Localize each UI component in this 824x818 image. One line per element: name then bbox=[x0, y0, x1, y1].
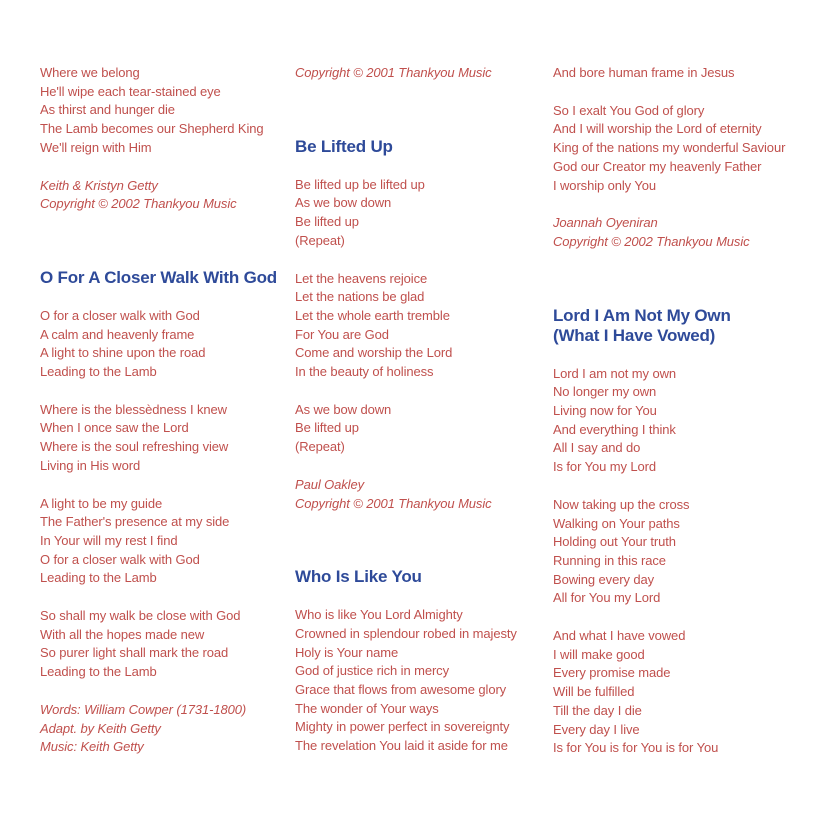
lyric-line: Come and worship the Lord bbox=[295, 345, 453, 361]
lyric-line: Lord I am not my own bbox=[553, 365, 676, 381]
lyric-line: When I once saw the Lord bbox=[40, 420, 189, 436]
lyric-line: Living in His word bbox=[40, 457, 141, 473]
lyric-line: Let the whole earth tremble bbox=[295, 307, 450, 323]
lyric-line: Walking on Your paths bbox=[553, 515, 680, 531]
lyric-line: Is for You my Lord bbox=[553, 459, 656, 475]
song-title-line: Who Is Like You bbox=[295, 567, 422, 587]
lyrics-column bbox=[295, 64, 553, 756]
credit-line: Paul Oakley bbox=[295, 476, 364, 492]
song-title-line: Be Lifted Up bbox=[295, 136, 393, 156]
credit-line: Adapt. by Keith Getty bbox=[40, 720, 161, 736]
lyric-line: Living now for You bbox=[553, 403, 657, 419]
lyric-line: As thirst and hunger die bbox=[40, 102, 175, 118]
verse-block bbox=[40, 307, 295, 382]
verse-block bbox=[295, 270, 553, 382]
lyric-line: Every promise made bbox=[553, 665, 671, 681]
lyric-line: The revelation You laid it aside for me bbox=[295, 738, 508, 754]
lyrics-column bbox=[553, 64, 824, 758]
lyric-line: And I will worship the Lord of eternity bbox=[553, 121, 762, 137]
lyric-line: He'll wipe each tear-stained eye bbox=[40, 83, 221, 99]
lyric-line: And bore human frame in Jesus bbox=[553, 65, 735, 80]
credit-line: Copyright © 2001 Thankyou Music bbox=[295, 65, 492, 80]
verse-block bbox=[40, 64, 295, 158]
lyric-line: The Lamb becomes our Shepherd King bbox=[40, 121, 264, 137]
lyric-line: O for a closer walk with God bbox=[40, 307, 200, 323]
credit-line: Music: Keith Getty bbox=[40, 739, 144, 755]
song-title bbox=[295, 567, 553, 587]
credits-block bbox=[40, 701, 295, 757]
lyric-line: Be lifted up bbox=[295, 420, 359, 436]
lyric-line: The Father's presence at my side bbox=[40, 514, 230, 530]
verse-block bbox=[553, 496, 824, 608]
lyric-line: All for You my Lord bbox=[553, 590, 661, 606]
verse-block bbox=[40, 495, 295, 589]
lyric-line: (Repeat) bbox=[295, 232, 345, 248]
verse-block bbox=[295, 401, 553, 457]
lyric-line: So purer light shall mark the road bbox=[40, 645, 229, 661]
song-title-line: (What I Have Vowed) bbox=[553, 325, 716, 345]
lyric-line: God of justice rich in mercy bbox=[295, 663, 449, 679]
lyric-line: For You are God bbox=[295, 326, 389, 342]
lyric-line: The wonder of Your ways bbox=[295, 700, 439, 716]
lyric-line: Running in this race bbox=[553, 552, 666, 568]
credit-line: Copyright © 2002 Thankyou Music bbox=[40, 196, 237, 212]
lyric-line: Mighty in power perfect in sovereignty bbox=[295, 719, 510, 735]
song-title-line: Lord I Am Not My Own bbox=[553, 305, 731, 325]
credit-line: Joannah Oyeniran bbox=[553, 215, 658, 231]
verse-block bbox=[295, 176, 553, 251]
verse-block bbox=[553, 102, 824, 196]
lyric-line: No longer my own bbox=[553, 384, 657, 400]
lyric-line: All I say and do bbox=[553, 440, 641, 456]
lyric-line: In Your will my rest I find bbox=[40, 532, 178, 548]
credits-block bbox=[295, 64, 553, 83]
lyric-line: And everything I think bbox=[553, 421, 676, 437]
lyric-line: So I exalt You God of glory bbox=[553, 102, 705, 118]
lyrics-column bbox=[40, 64, 295, 757]
lyric-line: Holy is Your name bbox=[295, 644, 399, 660]
lyric-line: I worship only You bbox=[553, 177, 656, 193]
lyric-line: Crowned in splendour robed in majesty bbox=[295, 625, 517, 641]
verse-block bbox=[553, 64, 824, 83]
lyric-line: Leading to the Lamb bbox=[40, 364, 157, 380]
lyric-line: We'll reign with Him bbox=[40, 139, 152, 155]
lyric-line: I will make good bbox=[553, 646, 645, 662]
song-title bbox=[553, 306, 824, 346]
lyric-line: Bowing every day bbox=[553, 571, 655, 587]
lyric-line: King of the nations my wonderful Saviour bbox=[553, 140, 786, 156]
lyric-line: Where is the soul refreshing view bbox=[40, 439, 229, 455]
lyric-line: With all the hopes made new bbox=[40, 626, 205, 642]
lyric-line: Till the day I die bbox=[553, 702, 642, 718]
song-title bbox=[40, 268, 295, 288]
lyric-line: A light to be my guide bbox=[40, 495, 163, 511]
verse-block bbox=[40, 401, 295, 476]
lyric-line: Let the heavens rejoice bbox=[295, 270, 428, 286]
lyric-line: Let the nations be glad bbox=[295, 289, 425, 305]
lyric-line: Be lifted up be lifted up bbox=[295, 176, 425, 192]
lyric-line: Who is like You Lord Almighty bbox=[295, 607, 463, 623]
lyric-line: (Repeat) bbox=[295, 439, 345, 455]
verse-block bbox=[553, 627, 824, 758]
lyric-line: Leading to the Lamb bbox=[40, 664, 157, 680]
verse-block bbox=[40, 607, 295, 682]
lyric-line: And what I have vowed bbox=[553, 628, 686, 644]
lyric-line: O for a closer walk with God bbox=[40, 551, 200, 567]
lyric-line: Be lifted up bbox=[295, 214, 359, 230]
lyric-line: Is for You is for You is for You bbox=[553, 740, 719, 756]
lyric-line: As we bow down bbox=[295, 401, 392, 417]
lyric-line: In the beauty of holiness bbox=[295, 364, 434, 380]
credit-line: Keith & Kristyn Getty bbox=[40, 177, 158, 193]
lyric-line: Where is the blessèdness I knew bbox=[40, 401, 227, 417]
lyric-line: A calm and heavenly frame bbox=[40, 326, 195, 342]
lyric-line: Leading to the Lamb bbox=[40, 570, 157, 586]
credits-block bbox=[295, 476, 553, 513]
lyric-line: Holding out Your truth bbox=[553, 534, 676, 550]
verse-block bbox=[553, 365, 824, 477]
lyric-line: God our Creator my heavenly Father bbox=[553, 158, 762, 174]
verse-block bbox=[295, 606, 553, 756]
credit-line: Copyright © 2002 Thankyou Music bbox=[553, 233, 750, 249]
credits-block bbox=[553, 214, 824, 251]
lyric-line: Grace that flows from awesome glory bbox=[295, 682, 507, 698]
lyric-line: Where we belong bbox=[40, 65, 140, 80]
lyric-line: A light to shine upon the road bbox=[40, 345, 206, 361]
lyric-line: Now taking up the cross bbox=[553, 496, 690, 512]
song-title-line: O For A Closer Walk With God bbox=[40, 267, 277, 287]
lyric-line: Every day I live bbox=[553, 721, 640, 737]
credit-line: Words: William Cowper (1731-1800) bbox=[40, 701, 247, 717]
credits-block bbox=[40, 177, 295, 214]
credit-line: Copyright © 2001 Thankyou Music bbox=[295, 495, 492, 511]
lyric-line: So shall my walk be close with God bbox=[40, 608, 241, 624]
lyric-line: Will be fulfilled bbox=[553, 684, 635, 700]
lyric-line: As we bow down bbox=[295, 195, 392, 211]
song-title bbox=[295, 137, 553, 157]
